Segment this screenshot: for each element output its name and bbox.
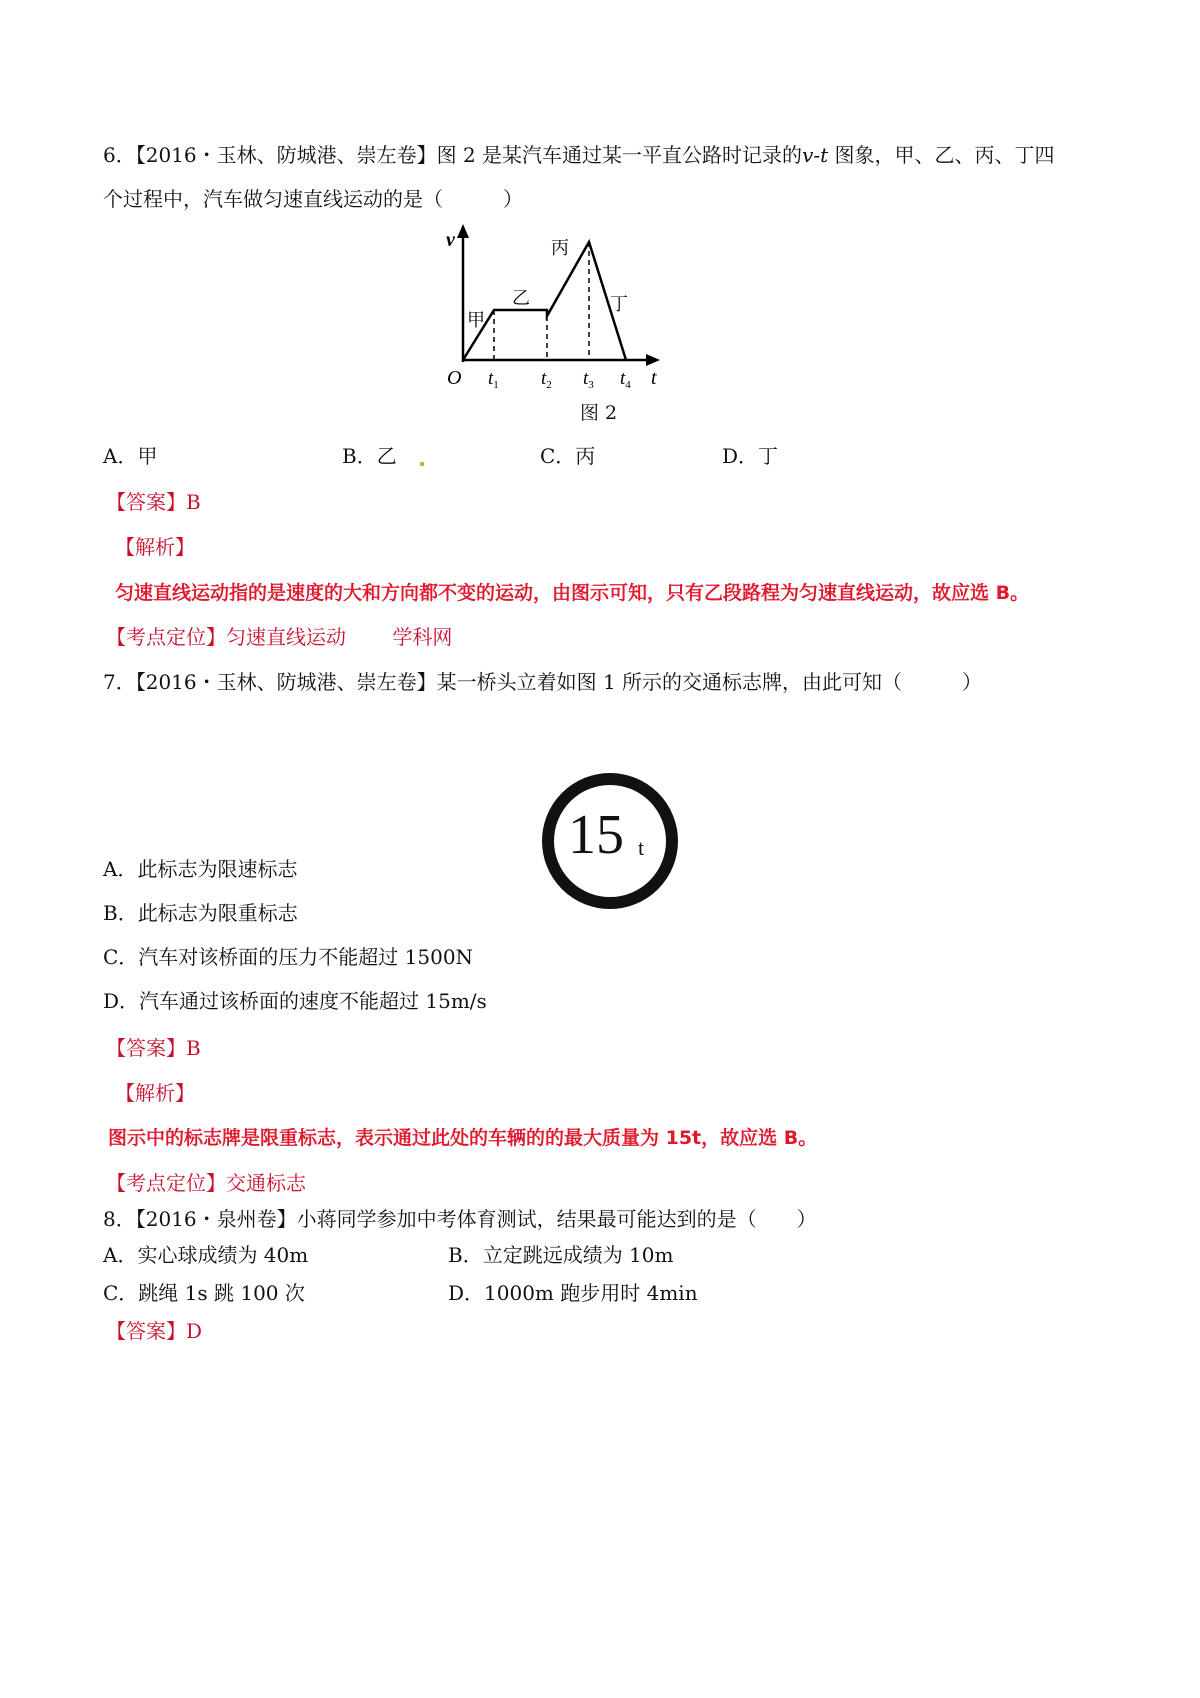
q7-option-b: B．此标志为限重标志 bbox=[103, 901, 298, 925]
q7-option-a: A．此标志为限速标志 bbox=[103, 857, 298, 881]
q6-answer bbox=[106, 489, 201, 515]
answer-value: D bbox=[186, 1319, 203, 1343]
q6-analysis-text: 匀速直线运动指的是速度的大和方向都不变的运动，由图示可知，只有乙段路程为匀速直线运动，故应选 B。 bbox=[115, 582, 1030, 604]
vt-graph bbox=[440, 222, 680, 397]
q7-knowledge-point bbox=[106, 1170, 306, 1196]
q8-answer bbox=[106, 1318, 202, 1344]
t-axis-arrow bbox=[646, 354, 660, 366]
q7-analysis-text: 图示中的标志牌是限重标志，表示通过此处的车辆的的最大质量为 15t，故应选 B。 bbox=[108, 1127, 818, 1149]
q7-option-c: C．汽车对该桥面的压力不能超过 1500N bbox=[103, 945, 474, 969]
t4-label: $t_4$ bbox=[620, 368, 631, 391]
q7-analysis-label: 【解析】 bbox=[115, 1081, 195, 1105]
sign-unit: t bbox=[638, 835, 645, 860]
answer-value: B bbox=[186, 1036, 201, 1060]
q8-stem: 8．【2016・泉州卷】小蒋同学参加中考体育测试，结果最可能达到的是（ ） bbox=[103, 1207, 817, 1231]
answer-label: 【答案】 bbox=[106, 1319, 186, 1343]
t1-label: $t_1$ bbox=[488, 368, 499, 391]
traffic-sign bbox=[542, 773, 678, 909]
q7-answer bbox=[106, 1035, 201, 1061]
q6-stem-line1 bbox=[103, 142, 1055, 168]
seg-jia-label: 甲 bbox=[467, 310, 485, 330]
kp-label: 【考点定位】 bbox=[106, 1171, 226, 1195]
q6-option-c: C．丙 bbox=[540, 444, 596, 468]
kp-text: 匀速直线运动 学科网 bbox=[226, 625, 453, 649]
figure-2-caption: 图 2 bbox=[580, 402, 618, 424]
q6-option-d: D．丁 bbox=[722, 444, 779, 468]
q6-stem-text: 6．【2016・玉林、防城港、崇左卷】图 2 是某汽车通过某一平直公路时记录的 bbox=[103, 143, 803, 167]
sign-number: 15 bbox=[568, 804, 624, 866]
kp-label: 【考点定位】 bbox=[106, 625, 226, 649]
q6-knowledge-point bbox=[106, 624, 452, 650]
answer-label: 【答案】 bbox=[106, 1036, 186, 1060]
q7-option-d: D．汽车通过该桥面的速度不能超过 15m/s bbox=[103, 989, 487, 1013]
origin-label: O bbox=[447, 367, 462, 389]
q8-option-c: C．跳绳 1s 跳 100 次 bbox=[103, 1281, 305, 1305]
t3-label: $t_3$ bbox=[583, 368, 594, 391]
q6-stem-text-end: 图象，甲、乙、丙、丁四 bbox=[828, 143, 1055, 167]
axis-t-label: t bbox=[651, 367, 657, 389]
kp-text: 交通标志 bbox=[226, 1171, 306, 1195]
seg-yi-label: 乙 bbox=[512, 288, 530, 308]
q7-stem: 7．【2016・玉林、防城港、崇左卷】某一桥头立着如图 1 所示的交通标志牌，由此可知（ ） bbox=[103, 670, 983, 694]
q6-option-b: B．乙 bbox=[342, 444, 397, 468]
answer-value: B bbox=[186, 490, 201, 514]
q8-option-a: A．实心球成绩为 40m bbox=[103, 1243, 309, 1267]
t2-label: $t_2$ bbox=[541, 368, 552, 391]
q6-analysis-label: 【解析】 bbox=[115, 535, 195, 559]
v-axis-arrow bbox=[457, 224, 469, 238]
axis-v-label: v bbox=[446, 229, 455, 251]
q8-option-b: B．立定跳远成绩为 10m bbox=[448, 1243, 674, 1267]
seg-ding-label: 丁 bbox=[610, 294, 628, 314]
q8-option-d: D．1000m 跑步用时 4min bbox=[448, 1281, 698, 1305]
seg-bing-label: 丙 bbox=[551, 238, 569, 258]
q6-stem-line2: 个过程中，汽车做匀速直线运动的是（ ） bbox=[103, 187, 523, 211]
vt-curve bbox=[463, 242, 626, 360]
q6-option-a: A．甲 bbox=[103, 444, 158, 468]
answer-label: 【答案】 bbox=[106, 490, 186, 514]
stray-dot bbox=[420, 462, 424, 466]
q6-vt-symbol: v-t bbox=[802, 143, 829, 167]
